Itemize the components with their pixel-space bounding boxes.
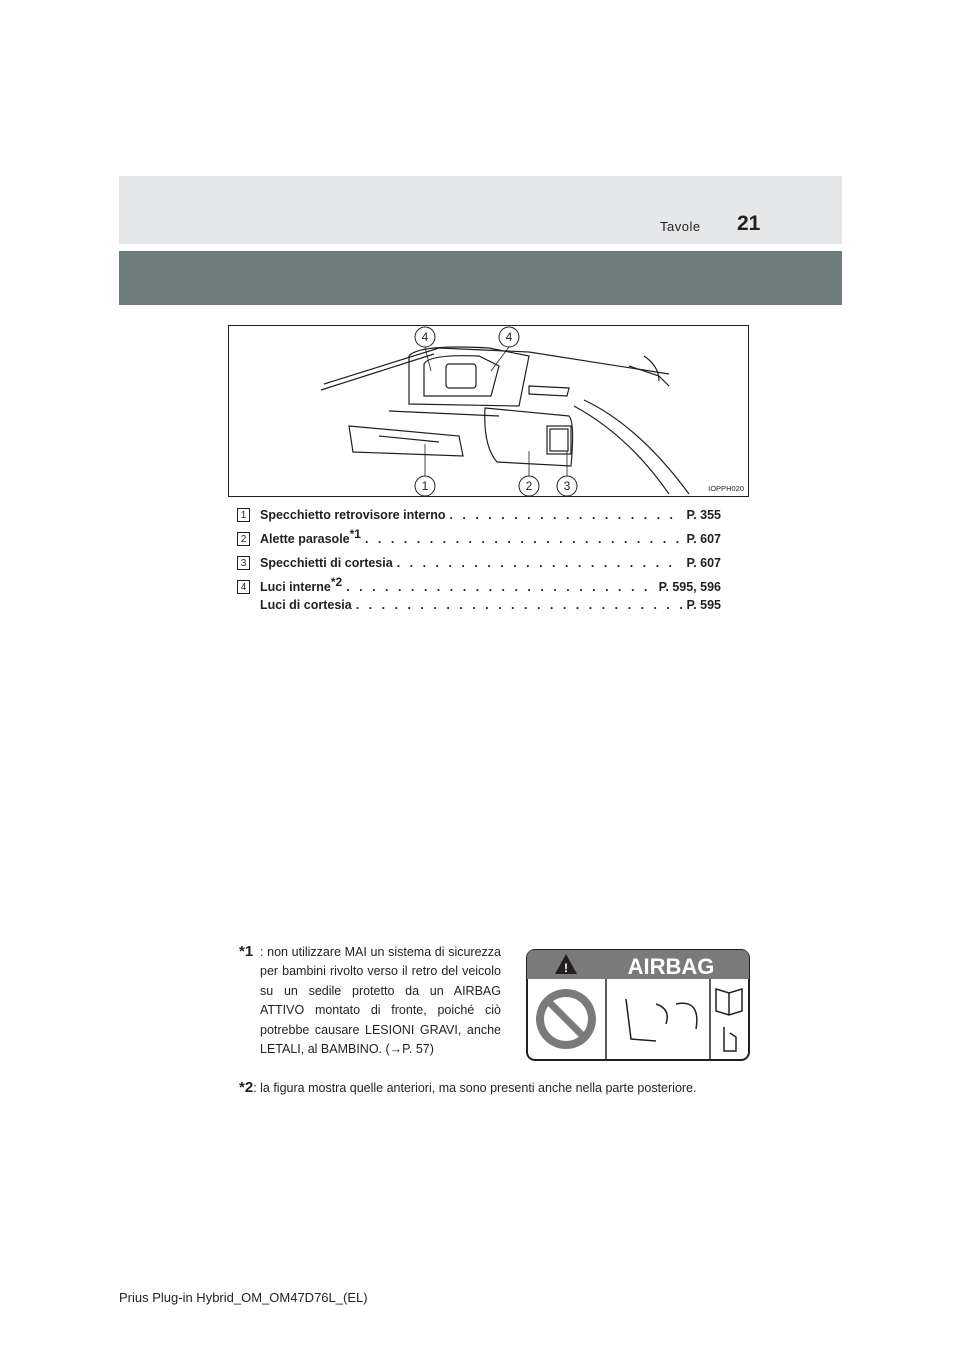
page-reference[interactable]: P. 595, 596 bbox=[658, 580, 721, 594]
airbag-warning-label bbox=[526, 949, 750, 1061]
legend-item bbox=[237, 574, 737, 618]
legend-item bbox=[237, 526, 737, 556]
legend-number: 2 bbox=[237, 532, 250, 546]
callout-4b: 4 bbox=[505, 330, 513, 344]
footnote-marker: *1 bbox=[349, 526, 361, 541]
page-reference[interactable]: P. 607 bbox=[686, 556, 721, 570]
page-reference[interactable]: P. 595 bbox=[686, 598, 721, 612]
legend-label: Alette parasole bbox=[260, 532, 350, 546]
footnote-text: : la figura mostra quelle anteriori, ma sono presenti anche nella parte posteriore. bbox=[253, 1081, 697, 1095]
footnote-1 bbox=[239, 942, 501, 1060]
page-reference[interactable]: P. 607 bbox=[686, 532, 721, 546]
callout-4a: 4 bbox=[421, 330, 429, 344]
legend-number: 3 bbox=[237, 556, 250, 570]
callout-1: 1 bbox=[421, 479, 429, 493]
footnote-marker: *2 bbox=[330, 574, 343, 589]
legend-item bbox=[237, 508, 737, 532]
document-footer: Prius Plug-in Hybrid_OM_OM47D76L_(EL) bbox=[119, 1290, 368, 1305]
footnote-marker: *2 bbox=[239, 1079, 254, 1096]
headliner-drawing bbox=[229, 326, 748, 496]
header-band bbox=[119, 176, 842, 244]
no-rear-facing-seat-icon bbox=[536, 989, 596, 1049]
section-title: Tavole bbox=[660, 219, 701, 234]
title-bar bbox=[119, 251, 842, 305]
page-reference[interactable]: P. 355 bbox=[686, 508, 721, 522]
legend-list bbox=[237, 508, 737, 618]
svg-text:!: ! bbox=[564, 961, 568, 975]
figure-code: IOPPH020 bbox=[708, 484, 744, 493]
footnote-marker: *1 bbox=[239, 943, 254, 960]
legend-label: Specchietti di cortesia bbox=[260, 556, 393, 570]
legend-number: 1 bbox=[237, 508, 250, 522]
page-number: 21 bbox=[737, 212, 761, 235]
footnote-text: : non utilizzare MAI un sistema di sicurezza per bambini rivolto verso il retro del veicolo su un sedile protetto da un AIRBAG ATTIVO montato di fronte, poiché ciò potrebbe causare LESIONI GRAVI, anche LETALI, al BAMBINO. (→P. 57) bbox=[260, 944, 501, 1056]
legend-number: 4 bbox=[237, 580, 250, 594]
legend-label: Specchietto retrovisore interno bbox=[260, 508, 446, 522]
airbag-title: AIRBAG bbox=[627, 954, 715, 979]
legend-item bbox=[237, 556, 737, 580]
callout-2: 2 bbox=[525, 479, 533, 493]
legend-label: Luci interne bbox=[260, 580, 331, 594]
callout-3: 3 bbox=[563, 479, 571, 493]
legend-label: Luci di cortesia bbox=[260, 598, 352, 612]
footnote-2 bbox=[239, 1078, 759, 1098]
interior-illustration bbox=[228, 325, 749, 497]
